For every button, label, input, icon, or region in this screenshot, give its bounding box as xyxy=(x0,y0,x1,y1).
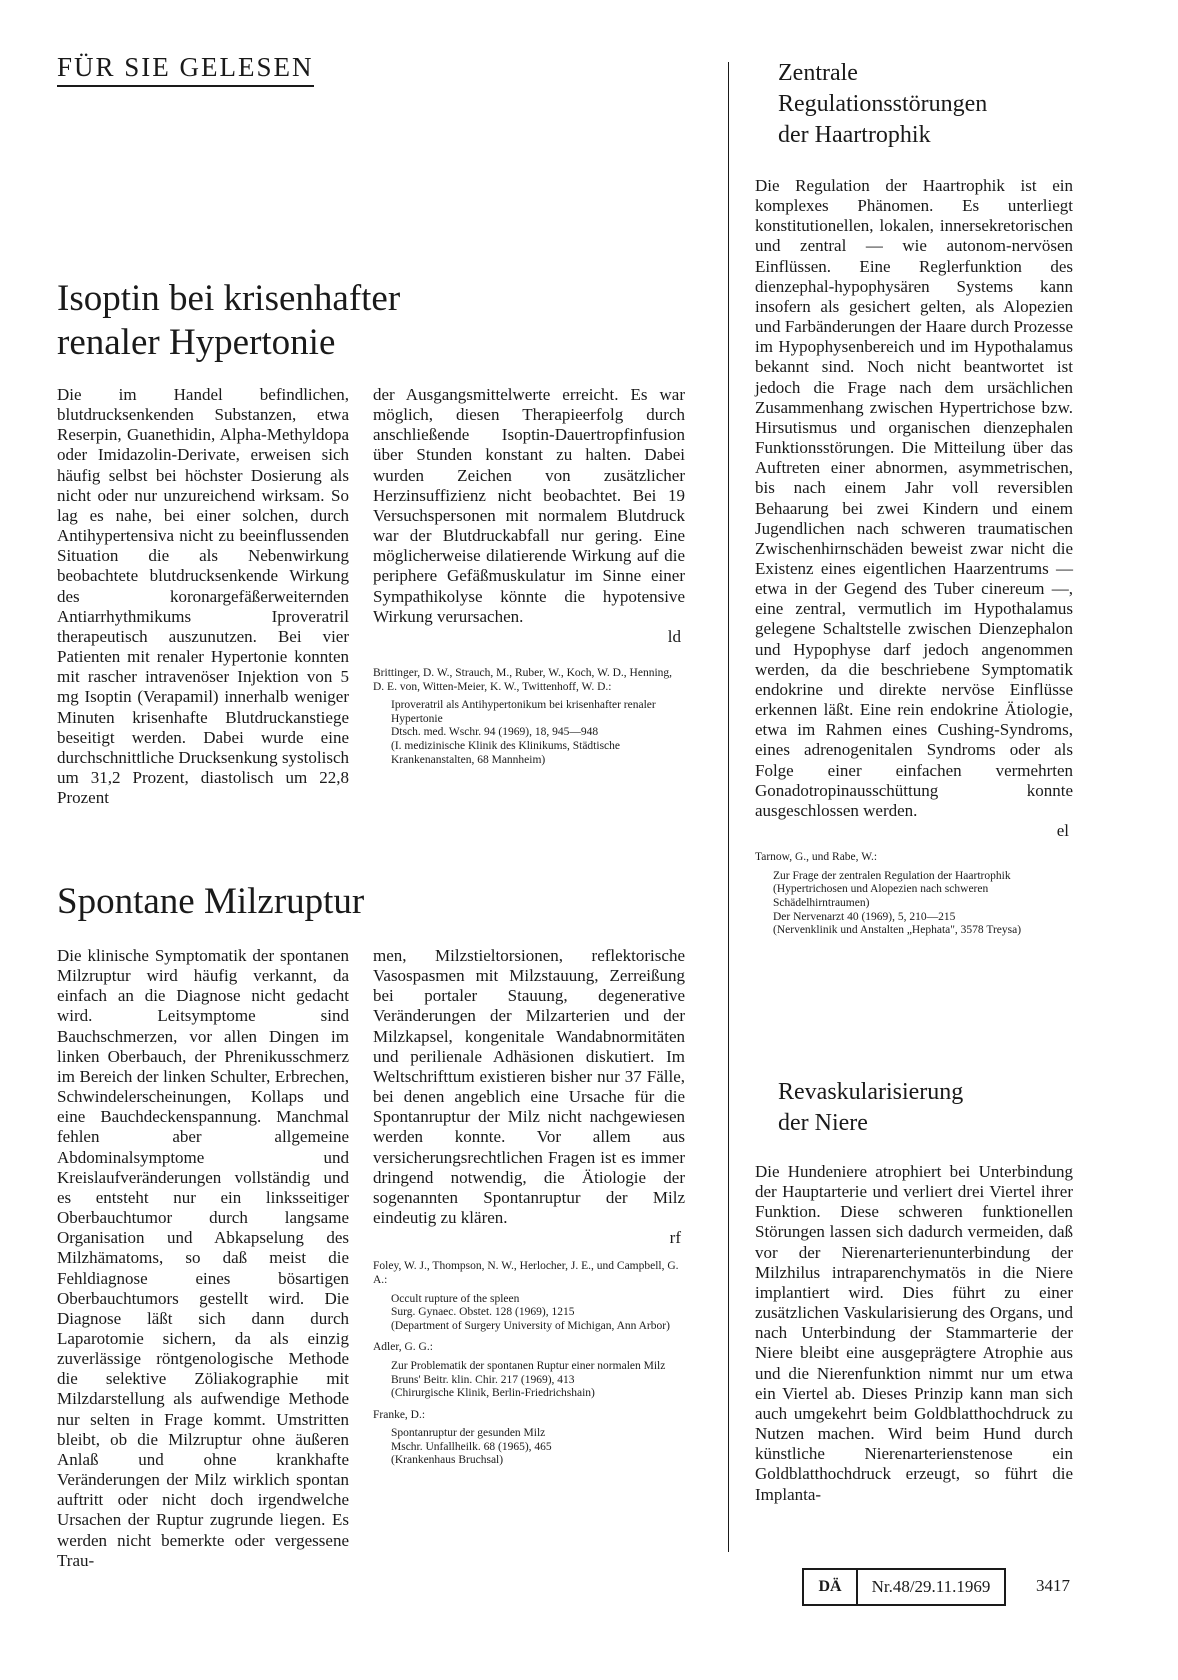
milz-references xyxy=(373,1260,685,1468)
haar-references xyxy=(755,851,1073,938)
isoptin-column-2 xyxy=(373,385,685,775)
column-divider xyxy=(728,62,729,1552)
reference-authors: Adler, G. G.: xyxy=(373,1341,433,1354)
reference-institution: (Department of Surgery University of Michigan, Ann Arbor) xyxy=(391,1319,670,1332)
reference-title: Occult rupture of the spleen xyxy=(391,1292,520,1305)
niere-title-line: Revaskularisierung xyxy=(778,1079,964,1105)
haar-body: Die Regulation der Haartrophik ist ein komplexes Phänomen. Es unterliegt konstitutionellen, lokalen, innersekretorischen und zentral — wie autonom-nervösen Einflüssen. Eine Reglerfunktion des dienzephal-hypophysären Systems kann insofern als gesichert gelten, als Alopezien und Farbänderungen der Haare durch Prozesse im Hypophysenbereich und im Hypothalamus bekannt sind. Noch nicht beantwortet ist jedoch die Frage nach dem ursächlichen Zusammenhang zwischen Hypertrichose bzw. Hirsutismus und organischen dienzephalen Funktionsstörungen. Die Mitteilung über das Auftreten einer abnormen, asymmetrischen, bis nach einem Jahr voll reversiblen Behaarung bei zwei Kindern und einem Jugendlichen nach schweren traumatischen Zwischenhirnschäden beweist zwar nicht die Existenz eines eigentlichen Haarzentrums — etwa in der Gegend des Tuber cinereum —, eine zentral, vermutlich im Hypothalamus gelegene Schaltstelle zwischen Dienzephalon und Hypophyse darf jedoch angenommen werden, da die beschriebene Symptomatik endokrine und direkte nervöse Einflüsse erkennen läßt. Eine rein endokrine Ätiologie, etwa im Rahmen eines Cushing-Syndroms, eines adrenogenitalen Syndroms oder als Folge einer einfachen vermehrten Gonadotropinausschüttung konnte ausgeschlossen werden. xyxy=(755,176,1073,820)
reference xyxy=(373,667,685,767)
reference-source: Dtsch. med. Wschr. 94 (1969), 18, 945—948 xyxy=(391,726,599,739)
niere-title xyxy=(778,1077,1108,1139)
milz-column-1 xyxy=(57,946,349,1571)
reference xyxy=(373,1409,685,1468)
haar-title-line: Regulationsstörungen xyxy=(778,91,988,117)
reference-title: Zur Frage der zentralen Regulation der Haartrophik (Hypertrichosen und Alopezien nach schweren Schädelhirntraumen) xyxy=(773,869,1011,909)
milz-column-2 xyxy=(373,946,685,1476)
haar-column xyxy=(755,176,1073,946)
isoptin-body-col2: der Ausgangsmittelwerte erreicht. Es war möglich, diesen Therapieerfolg durch anschließende Isoptin-Dauertropfinfusion über Stunden konstant zu halten. Dabei wurden Zeichen von zusätzlicher Herzinsuffizienz nicht beobachtet. Bei 19 Versuchspersonen mit normalem Blutdruck war der Blutdruckabfall nur gering. Eine möglicherweise dilatierende Wirkung auf die periphere Gefäßmuskulatur im Sinne einer Sympathikolyse könnte die hypotensive Wirkung verursachen. xyxy=(373,385,685,626)
niere-title-line: der Niere xyxy=(778,1110,868,1136)
footer-issue-box xyxy=(802,1568,1006,1606)
reference-title: Spontanruptur der gesunden Milz xyxy=(391,1427,546,1440)
milz-signature: rf xyxy=(669,1228,681,1248)
isoptin-column-1 xyxy=(57,385,349,808)
reference-authors: Tarnow, G., und Rabe, W.: xyxy=(755,851,878,864)
haar-title xyxy=(778,58,1108,151)
niere-column xyxy=(755,1162,1073,1505)
reference-source: Surg. Gynaec. Obstet. 128 (1969), 1215 xyxy=(391,1306,575,1319)
reference xyxy=(373,1341,685,1400)
reference-title: Iproveratril als Antihypertonikum bei krisenhafter renaler Hypertonie xyxy=(391,699,656,725)
journal-logo: DÄ xyxy=(804,1570,858,1604)
niere-body: Die Hundeniere atrophiert bei Unterbindung der Hauptarterie und verliert drei Viertel ihrer Funktion. Diese schweren funktionellen Störungen lassen sich dadurch vermeiden, daß vor der Nierenarterienunterbindung der Milzhilus intraparenchymatös in die Niere implantiert wird. Dies führt zu einer zusätzlichen Vaskularisierung des Organs, und nach Unterbindung der Stammarterie der Niere bleibt eine ausgeprägtere Atrophie aus und die Nierenfunktion nimmt nur um etwa ein Viertel ab. Dieses Prinzip kann man sich auch umgekehrt beim Goldblatthochdruck zu Nutzen machen. Wird beim Hund durch künstliche Nierenarterienstenose ein Goldblatthochdruck erzeugt, so führt die Implanta- xyxy=(755,1162,1073,1504)
milz-body-col1: Die klinische Symptomatik der spontanen Milzruptur wird häufig verkannt, da einfach an die Diagnose nicht gedacht wird. Leitsymptome sind Bauchschmerzen, vor allen Dingen im linken Oberbauch, der Phrenikusschmerz im Bereich der linken Schulter, Erbrechen, Schwindelerscheinungen, Kollaps und eine Bauchdeckenspannung. Manchmal fehlen aber allgemeine Abdominalsymptome und Kreislaufveränderungen vollständig und es entsteht nur ein linksseitiger Oberbauchtumor durch langsame Organisation und Abkapselung des Milzhämatoms, so daß meist die Fehldiagnose eines bösartigen Oberbauchtumors gestellt wird. Die Diagnose läßt sich dann durch Laparotomie sichern, da als einzig zuverlässige röntgenologische Methode die selektive Zöliakographie mit Milzdarstellung als aufwendige Methode nur selten in Frage kommt. Umstritten bleibt, ob die Milzruptur ohne äußeren Anlaß und ohne krankhafte Veränderungen der Milz wirklich spontan auftritt oder nicht doch irgendwelche Ursachen der Ruptur zugrunde liegen. Es werden nicht bemerkte oder vergessene Trau- xyxy=(57,946,349,1570)
haar-signature: el xyxy=(1056,821,1069,840)
isoptin-title-line: renaler Hypertonie xyxy=(57,322,336,363)
isoptin-title xyxy=(57,277,477,365)
isoptin-signature: ld xyxy=(667,626,681,646)
milz-title-line: Spontane Milzruptur xyxy=(57,881,365,922)
isoptin-body-col1: Die im Handel befindlichen, blutdrucksenkenden Substanzen, etwa Reserpin, Guanethidin, Alpha-Methyldopa oder Imidazolin-Derivate, erweisen sich häufig selbst bei höchster Dosierung als nicht oder nur unzureichend wirksam. So lag es nahe, bei einer solchen, durch Antihypertensiva nicht zu beeinflussenden Situation die als Nebenwirkung beobachtete blutdrucksenkende Wirkung des koronargefäßerweiternden Antiarrhythmikums Iproveratril therapeutisch auszunutzen. Bei vier Patienten mit renaler Hypertonie konnten mit rascher intravenöser Injektion von 5 mg Isoptin (Verapamil) innerhalb weniger Minuten krisenhafte Blutdruckanstiege beseitigt werden. Dabei wurde eine durchschnittliche Drucksenkung systolisch um 31,2 Prozent, diastolisch um 22,8 Prozent xyxy=(57,385,349,808)
reference-source: Mschr. Unfallheilk. 68 (1965), 465 xyxy=(391,1440,552,1453)
reference-authors: Foley, W. J., Thompson, N. W., Herlocher, J. E., und Campbell, G. A.: xyxy=(373,1260,679,1286)
reference-authors: Franke, D.: xyxy=(373,1408,426,1421)
reference-institution: (Chirurgische Klinik, Berlin-Friedrichshain) xyxy=(391,1387,595,1400)
haar-title-line: Zentrale xyxy=(778,60,858,86)
isoptin-references xyxy=(373,667,685,767)
section-label: FÜR SIE GELESEN xyxy=(57,50,314,87)
milz-body-col2: men, Milzstieltorsionen, reflektorische Vasospasmen mit Milzstauung, Zerreißung bei portaler Stauung, degenerative Veränderungen der Milzarterien und der Milzkapsel, kongenitale Wandabnormitäten und perilienale Adhäsionen diskutiert. Im Weltschrifttum existieren bisher nur 37 Fälle, bei denen angeblich eine Ursache für die Spontanruptur der Milz nicht nachgewiesen werden konnte. Vor allem aus versicherungsrechtlichen Fragen ist es immer dringend notwendig, die Ätiologie der sogenannten Spontanruptur der Milz eindeutig zu klären. xyxy=(373,946,685,1228)
haar-title-line: der Haartrophik xyxy=(778,122,931,148)
reference-source: Bruns' Beitr. klin. Chir. 217 (1969), 413 xyxy=(391,1373,575,1386)
isoptin-title-line: Isoptin bei krisenhafter xyxy=(57,278,401,319)
reference-institution: (I. medizinische Klinik des Klinikums, Städtische Krankenanstalten, 68 Mannheim) xyxy=(391,740,621,766)
reference-institution: (Nervenklinik und Anstalten „Hephata", 3578 Treysa) xyxy=(773,924,1022,937)
issue-number: Nr.48/29.11.1969 xyxy=(871,1577,991,1596)
reference xyxy=(373,1260,685,1333)
milz-title xyxy=(57,880,477,924)
reference-institution: (Krankenhaus Bruchsal) xyxy=(391,1454,504,1467)
reference-title: Zur Problematik der spontanen Ruptur einer normalen Milz xyxy=(391,1359,666,1372)
reference xyxy=(755,851,1073,938)
page-number: 3417 xyxy=(1036,1576,1070,1595)
reference-source: Der Nervenarzt 40 (1969), 5, 210—215 xyxy=(773,910,956,923)
reference-authors: Brittinger, D. W., Strauch, M., Ruber, W., Koch, W. D., Henning, D. E. von, Witten-Meier, K. W., Twittenhoff, W. D.: xyxy=(373,667,673,693)
